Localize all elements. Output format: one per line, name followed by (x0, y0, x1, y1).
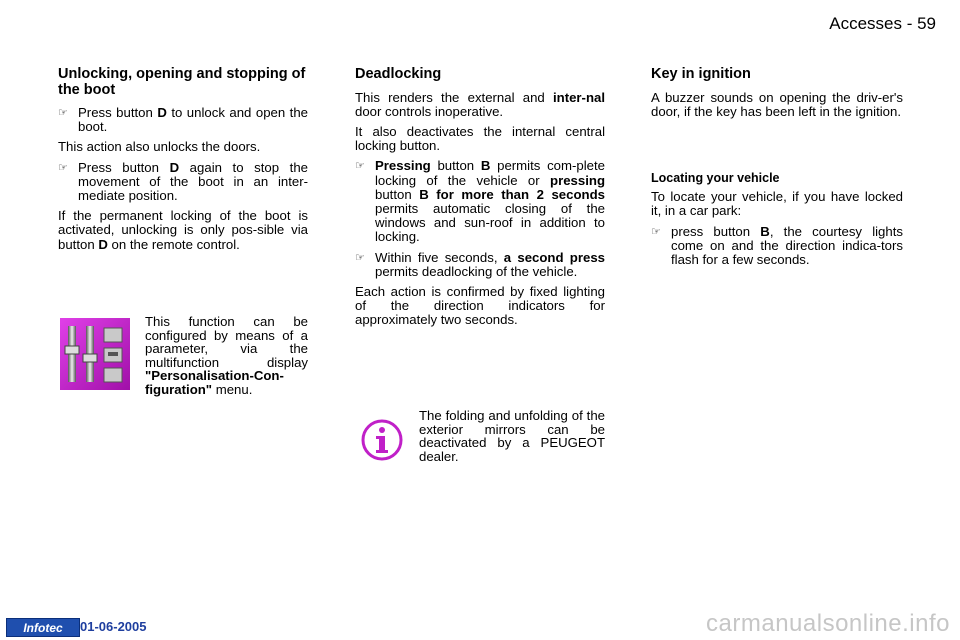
info-icon (360, 418, 404, 462)
paragraph: This renders the external and inter-nal door controls inoperative. (355, 89, 605, 119)
column-deadlocking (355, 67, 605, 334)
bullet-unlock: ☞ Press button D to unlock and open the boot. (58, 105, 308, 135)
bullet-hand-icon: ☞ (355, 251, 365, 264)
section-title-key: Key in ignition (651, 66, 751, 82)
infotec-logo: Infotec (6, 618, 80, 637)
section-title-unlocking: Unlocking, opening and stopping of the boot (58, 66, 306, 98)
column-unlocking (58, 67, 308, 258)
paragraph: A buzzer sounds on opening the driv-er's door, if the key has been left in the ignition. (651, 89, 903, 119)
section-title-deadlocking: Deadlocking (355, 66, 442, 82)
bullet-locate: ☞ press button B, the courtesy lights come on and the direction indica-tors flash for a few seconds. (651, 223, 903, 267)
paragraph: This action also unlocks the doors. (58, 139, 261, 155)
paragraph-permanent-locking: If the permanent locking of the boot is activated, unlocking is only pos-sible via button D on the remote control. (58, 208, 308, 252)
paragraph: Each action is confirmed by fixed lighting of the direction indicators for approximately two seconds. (355, 283, 605, 328)
note-mirrors: The folding and unfolding of the exterior mirrors can be deactivated by a PEUGEOT dealer. (419, 408, 605, 464)
paragraph: It also deactivates the internal central locking button. (355, 123, 605, 154)
settings-sliders-icon (60, 318, 130, 390)
column-key-ignition (651, 67, 903, 273)
bullet-hand-icon: ☞ (651, 225, 661, 238)
bullet-hand-icon: ☞ (58, 161, 68, 174)
paragraph: To locate your vehicle, if you have locked it, in a car park: (651, 189, 903, 219)
bullet-pressing: ☞ Pressing button B permits com-plete locking of the vehicle or pressing button B for more than 2 seconds permits automatic closing of the windows and sun-roof in addition to locking. (355, 158, 605, 245)
page-header: Accesses - 59 (829, 14, 936, 33)
bullet-second-press: ☞ Within five seconds, a second press permits deadlocking of the vehicle. (355, 249, 605, 279)
note-personalisation: This function can be configured by means of a parameter, via the multifunction display "Personalisation-Con-figuration" menu. (145, 314, 308, 397)
bullet-hand-icon: ☞ (355, 160, 365, 173)
subtitle-locating: Locating your vehicle (651, 170, 780, 185)
footer-date: 01-06-2005 (80, 619, 147, 634)
watermark: carmanualsonline.info (706, 610, 950, 637)
bullet-hand-icon: ☞ (58, 107, 68, 119)
bullet-stop-boot: ☞ Press button D again to stop the movement of the boot in an inter-mediate position. (58, 159, 308, 204)
